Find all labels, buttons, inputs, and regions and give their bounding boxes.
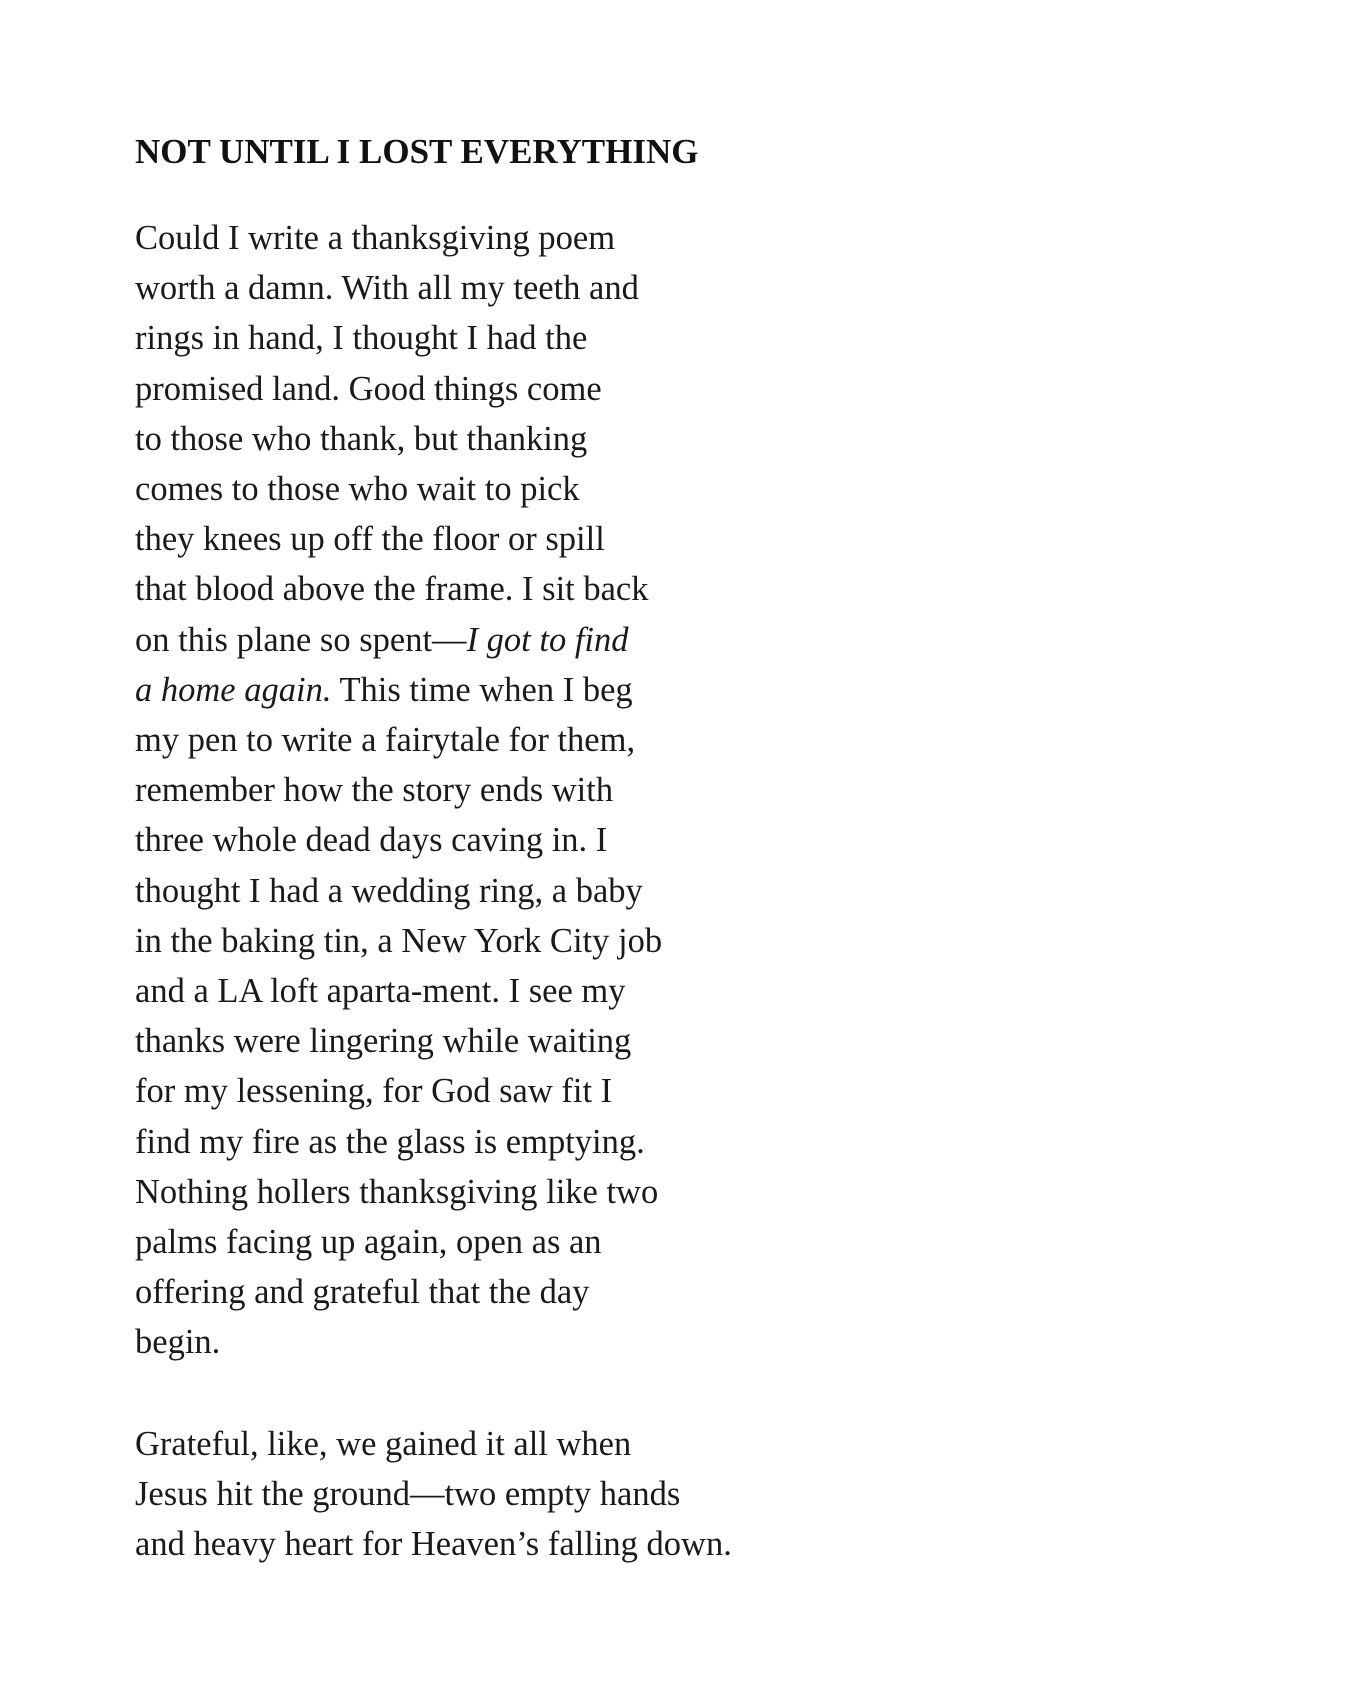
poem-line: in the baking tin, a New York City job — [135, 921, 663, 960]
poem-line: worth a damn. With all my teeth and — [135, 269, 639, 308]
poem-line: promised land. Good things come — [135, 369, 602, 408]
line-italic-part: I got to find — [466, 620, 629, 659]
poem-line: comes to those who wait to pick — [135, 470, 580, 509]
poem-line: begin. — [135, 1323, 221, 1362]
poem-line: remember how the story ends with — [135, 771, 614, 810]
poem-title: NOT UNTIL I LOST EVERYTHING — [135, 132, 699, 171]
poem-line — [135, 615, 662, 665]
poem-line: Could I write a thanksgiving poem — [135, 219, 616, 257]
poem-line: palms facing up again, open as an — [135, 1223, 602, 1262]
poem-line: offering and grateful that the day — [135, 1273, 590, 1312]
poem-line: rings in hand, I thought I had the — [135, 319, 588, 358]
line-roman-part: on this plane so spent— — [135, 620, 467, 659]
poem-line: Grateful, like, we gained it all when — [135, 1425, 632, 1463]
poem-line: to those who thank, but thanking — [135, 419, 588, 458]
poem-line: they knees up off the floor or spill — [135, 520, 605, 559]
poem-line: and a LA loft aparta-ment. I see my — [135, 972, 626, 1011]
poem-line: find my fire as the glass is emptying. — [135, 1122, 645, 1161]
poem-line — [135, 665, 662, 715]
poem-line: that blood above the frame. I sit back — [135, 570, 649, 609]
poem-line: for my lessening, for God saw fit I — [135, 1072, 613, 1111]
line-roman-part: This time when I beg — [331, 670, 633, 709]
stanza-1 — [135, 213, 662, 1368]
poem-line: thanks were lingering while waiting — [135, 1022, 632, 1061]
line-italic-part: a home again. — [135, 670, 332, 709]
poem-line: thought I had a wedding ring, a baby — [135, 871, 643, 910]
poem-line: my pen to write a fairytale for them, — [135, 721, 636, 760]
poem-line: and heavy heart for Heaven’s falling down. — [135, 1525, 732, 1564]
stanza-2 — [135, 1419, 732, 1570]
poem-line: Jesus hit the ground—two empty hands — [135, 1475, 681, 1514]
poem-line: Nothing hollers thanksgiving like two — [135, 1172, 659, 1211]
poem-line: three whole dead days caving in. I — [135, 821, 608, 860]
